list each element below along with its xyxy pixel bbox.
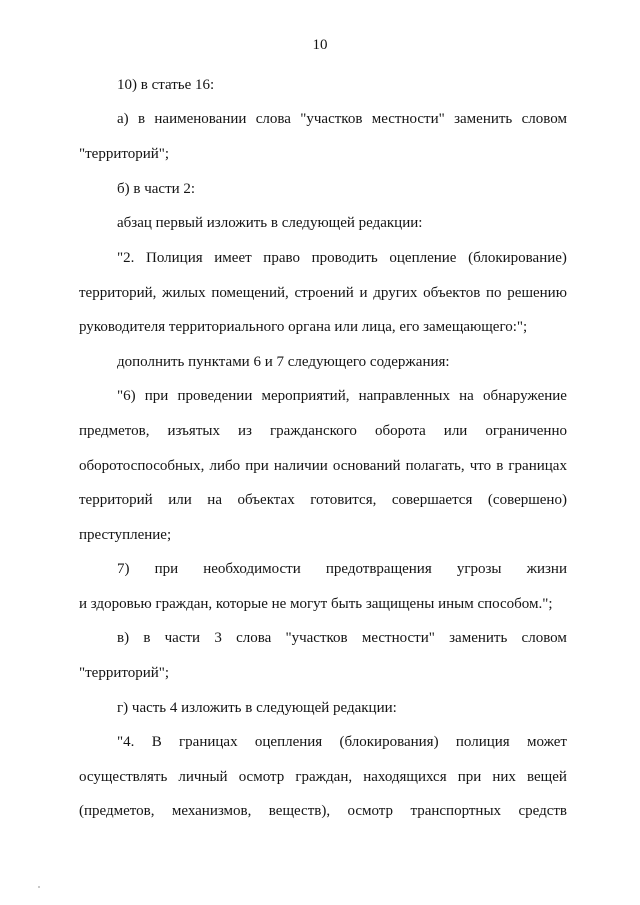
word: границах	[508, 458, 567, 474]
word: местности"	[371, 111, 445, 127]
word: слова	[255, 111, 291, 127]
text-line	[79, 457, 567, 475]
word: заменить	[449, 630, 508, 646]
word: мероприятий,	[261, 388, 350, 404]
word: и	[359, 285, 368, 301]
word: изъятых	[167, 423, 220, 439]
word: по	[486, 285, 502, 301]
word: предотвращения	[325, 561, 432, 577]
word: (блокирование)	[468, 250, 567, 266]
word: территорий	[79, 492, 153, 508]
word: право	[263, 250, 300, 266]
text-line: г) часть 4 изложить в следующей редакции:	[117, 700, 397, 716]
word: на	[459, 388, 474, 404]
word: заменить	[454, 111, 513, 127]
word: 7)	[117, 561, 130, 577]
word: проводить	[311, 250, 378, 266]
word: проведении	[177, 388, 253, 404]
word: границах	[179, 734, 238, 750]
text-line: "территорий";	[79, 146, 170, 162]
word: других	[373, 285, 418, 301]
word: местности"	[361, 630, 435, 646]
word: жизни	[526, 561, 567, 577]
word: объектов	[423, 285, 481, 301]
text-line	[79, 491, 567, 509]
word: граждан,	[295, 769, 353, 785]
text-line: руководителя территориального органа или лица, его замещающего:";	[79, 319, 528, 335]
word: при	[144, 388, 169, 404]
text-line	[117, 560, 567, 578]
text-line: "территорий";	[79, 665, 170, 681]
word: словом	[521, 111, 567, 127]
text-line: абзац первый изложить в следующей редакции:	[117, 215, 423, 231]
word: предметов,	[79, 423, 150, 439]
text-line	[117, 387, 567, 405]
word: словом	[521, 630, 567, 646]
text-line	[117, 733, 567, 751]
word: в	[143, 630, 151, 646]
word: в)	[117, 630, 130, 646]
word: из	[238, 423, 252, 439]
word: в	[496, 458, 504, 474]
word: оцепления	[254, 734, 323, 750]
word: ограниченно	[485, 423, 567, 439]
word: жилых	[162, 285, 206, 301]
word: при	[154, 561, 179, 577]
word: них	[492, 769, 516, 785]
word: Полиция	[146, 250, 203, 266]
word: транспортных	[410, 803, 502, 819]
word: готовится,	[310, 492, 377, 508]
page-number: 10	[312, 37, 328, 53]
text-line: б) в части 2:	[117, 181, 196, 197]
word: (предметов,	[79, 803, 155, 819]
word: при	[457, 769, 482, 785]
word: а)	[117, 111, 129, 127]
text-line: дополнить пунктами 6 и 7 следующего содержания:	[117, 354, 450, 370]
word: наличии	[273, 458, 328, 474]
word: оборотоспособных,	[79, 458, 205, 474]
word: при	[245, 458, 269, 474]
text-line	[117, 110, 567, 128]
word: что	[469, 458, 492, 474]
word: имеет	[214, 250, 252, 266]
word: 3	[214, 630, 222, 646]
text-line	[79, 802, 567, 820]
word: в	[137, 111, 146, 127]
word: либо	[209, 458, 241, 474]
word: оборота	[374, 423, 426, 439]
word: находящихся	[363, 769, 447, 785]
word: оцепление	[389, 250, 457, 266]
word: обнаружение	[482, 388, 567, 404]
word: средств	[518, 803, 567, 819]
word: "6)	[117, 388, 136, 404]
word: территорий,	[79, 285, 157, 301]
word: (совершено)	[487, 492, 567, 508]
word: "4.	[117, 734, 135, 750]
word: строений	[294, 285, 354, 301]
word: личный	[178, 769, 228, 785]
word: угрозы	[456, 561, 502, 577]
word: полиция	[455, 734, 510, 750]
word: "участков	[285, 630, 348, 646]
word: помещений,	[211, 285, 289, 301]
word: "2.	[117, 250, 135, 266]
word: В	[151, 734, 162, 750]
word: осуществлять	[79, 769, 168, 785]
word: решению	[507, 285, 567, 301]
word: объектах	[237, 492, 295, 508]
word: полагать,	[405, 458, 465, 474]
word: на	[207, 492, 222, 508]
word: "участков	[300, 111, 363, 127]
word: вещей	[527, 769, 567, 785]
word: веществ),	[268, 803, 331, 819]
word: оснований	[332, 458, 401, 474]
word: может	[526, 734, 567, 750]
scan-speck	[38, 886, 40, 888]
word: осмотр	[347, 803, 394, 819]
text-line	[79, 284, 567, 302]
word: наименовании	[154, 111, 247, 127]
word: или	[168, 492, 192, 508]
word: или	[443, 423, 468, 439]
word: гражданского	[269, 423, 357, 439]
word: части	[164, 630, 201, 646]
text-line	[117, 249, 567, 267]
text-line: и здоровью граждан, которые не могут быть защищены иным способом.";	[79, 596, 553, 612]
word: (блокирования)	[339, 734, 439, 750]
word: направленных	[358, 388, 450, 404]
text-line: преступление;	[79, 527, 172, 543]
text-line: 10) в статье 16:	[117, 77, 215, 93]
word: необходимости	[203, 561, 301, 577]
text-line	[79, 768, 567, 786]
word: слова	[236, 630, 272, 646]
word: механизмов,	[171, 803, 252, 819]
word: осмотр	[238, 769, 285, 785]
word: совершается	[391, 492, 473, 508]
text-line	[117, 629, 567, 647]
text-line	[79, 422, 567, 440]
